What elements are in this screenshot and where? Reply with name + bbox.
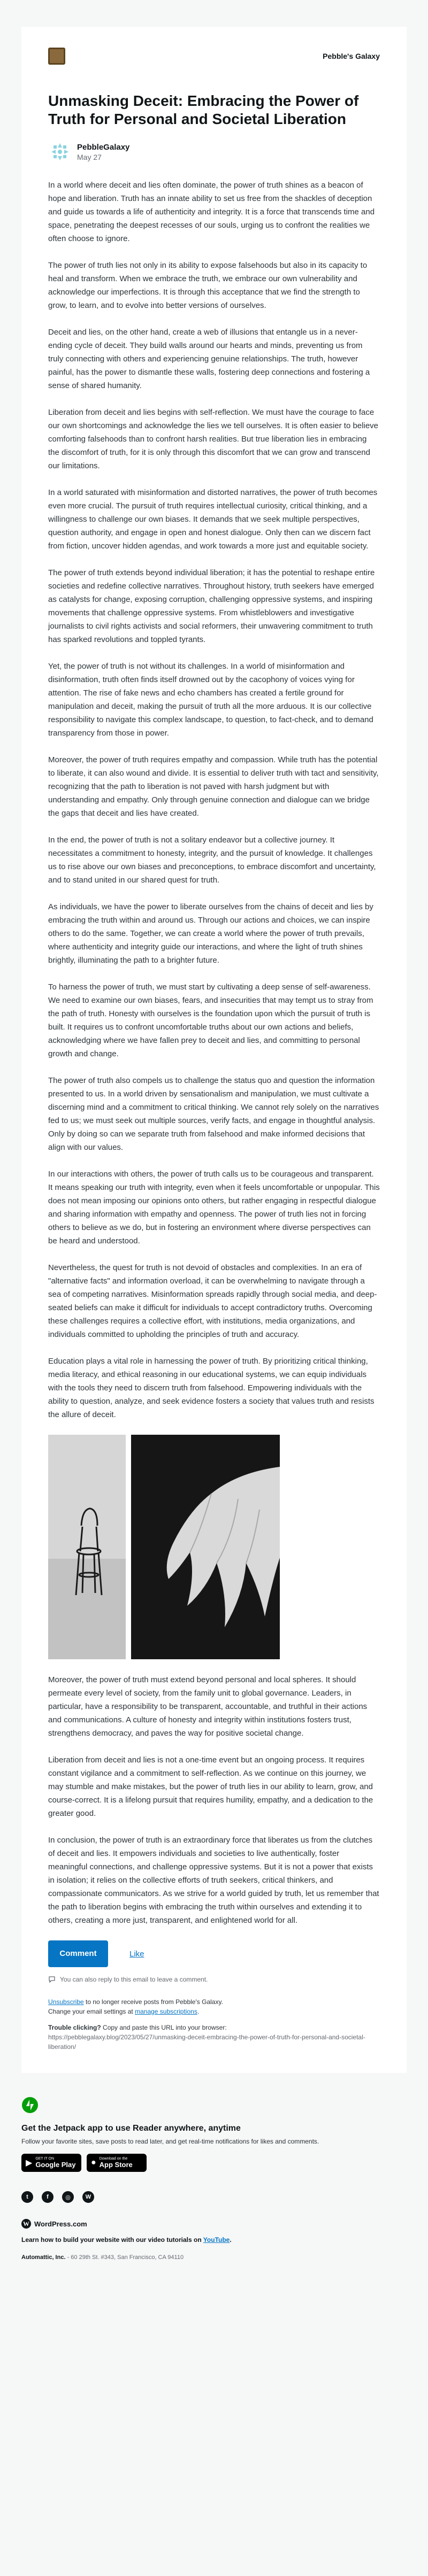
manage-subscriptions-link[interactable]: manage subscriptions [135,2008,197,2015]
learn-line [21,2236,407,2244]
paragraph: To harness the power of truth, we must start by cultivating a deep sense of self-awareness. We need to examine our own biases, fears, and insecurities that may tempt us to stray from the path of truth. Honesty with ourselves is the foundation upon which the pursuit of truth is built. It requires us to confront uncomfortable truths about our own actions and beliefs, acknowledging where we have fallen prey to deceit and lies, and committing to personal growth and change. [48,983,373,1058]
app-store-small: Download on the [99,2157,128,2161]
hands-photo[interactable] [131,1435,280,1659]
google-play-big: Google Play [35,2161,76,2169]
apple-icon: ● [91,2158,96,2167]
unsubscribe-link[interactable]: Unsubscribe [48,1998,84,2006]
post-images [48,1435,380,1659]
unsubscribe-line [48,1997,380,2007]
site-logo[interactable] [48,48,65,65]
youtube-link[interactable]: YouTube [203,2236,230,2244]
paragraph: Nevertheless, the quest for truth is not devoid of obstacles and complexities. In an era of "alternative facts" and information overload, it can be overwhelming to navigate through a sea of competing narratives. Misinformation spreads rapidly through social media, and deep-seated beliefs can make it difficult for individuals to accept contradictory truths. Overcoming these challenges requires a collective effort, with institutions, media organizations, and individuals committed to upholding the principles of truth and accuracy. [48,1263,377,1339]
paragraph: In conclusion, the power of truth is an extraordinary force that liberates us from the clutches of deceit and lies. It empowers individuals and societies to live authentically, foster meaningful connections, and challenge oppressive systems. But it is not a power that exists in isolation; it relies on the collective efforts of truth seekers, critical thinkers, and compassionate communicators. As we strive for a world guided by truth, let us remember that the path to liberation begins with embracing the truth within ourselves and extending it to others, creating a more just, transparent, and enlightened world for all. [48,1836,379,1925]
jetpack-description: Follow your favorite sites, save posts to read later, and get real-time notifications for likes and comments. [21,2138,319,2145]
jetpack-logo-icon[interactable] [21,2097,39,2114]
header [48,43,380,69]
settings-end: . [197,2008,200,2015]
wordpress-icon[interactable]: W [82,2191,94,2203]
author-block [48,140,380,164]
avatar [48,140,72,164]
author-meta [77,143,129,161]
avatar-identicon-icon [49,141,71,163]
unsubscribe-text: to no longer receive posts from Pebble's Galaxy. [83,1998,223,2006]
settings-line [48,2007,380,2016]
trouble-text: Copy and paste this URL into your browser: [101,2024,227,2031]
wordpress-label: WordPress.com [34,2219,87,2228]
company-info [21,2254,407,2261]
paragraph: Liberation from deceit and lies is not a one-time event but an ongoing process. It requires constant vigilance and a commitment to self-reflection. As we continue on this journey, we may stumble and make mistakes, but the power of truth lies in our ability to learn, grow, and course-correct. It is a lifelong pursuit that requires humility, empathy, and a dedication to the greater good. [48,1755,373,1818]
google-play-badge[interactable] [21,2154,81,2172]
site-name[interactable]: Pebble's Galaxy [323,52,380,60]
hands-illustration-icon [131,1435,280,1659]
app-store-badges [21,2154,407,2172]
wordpress-logo-icon: W [21,2219,31,2229]
google-play-icon: ▶ [26,2159,33,2168]
wordpress-brand[interactable] [21,2219,407,2229]
comment-button[interactable]: Comment [48,1940,108,1967]
paragraph: The power of truth also compels us to challenge the status quo and question the information presented to us. In a world driven by sensationalism and manipulation, we must cultivate a discerning mind and a commitment to critical thinking. We cannot rely solely on the narratives fed to us; we must seek out multiple sources, verify facts, and engage in thoughtful analysis. Only by doing so can we separate truth from falsehood and make informed decisions that align with our values. [48,1076,379,1152]
like-link[interactable]: Like [129,1949,144,1959]
comment-bubble-icon [48,1976,56,1983]
company-address: - 60 29th St. #343, San Francisco, CA 94110 [65,2254,184,2261]
paragraph: In the end, the power of truth is not a solitary endeavor but a collective journey. It necessitates a commitment to honesty, integrity, and the pursuit of knowledge. It challenges us to rise above our own biases and preconceptions, to embrace discomfort and uncertainty, and to stand united in our shared quest for truth. [48,836,376,885]
google-play-small: GET IT ON [35,2157,55,2161]
settings-text: Change your email settings at [48,2008,135,2015]
chair-photo[interactable] [48,1435,126,1659]
post-url[interactable]: https://pebblegalaxy.blog/2023/05/27/unmasking-deceit-embracing-the-power-of-truth-for-personal-and-societal-liberation/ [48,2033,365,2051]
chair-illustration-icon [48,1435,126,1659]
twitter-icon[interactable]: t [21,2191,33,2203]
post-title[interactable]: Unmasking Deceit: Embracing the Power of Truth for Personal and Societal Liberation [48,92,359,127]
learn-text: Learn how to build your website with our video tutorials on [21,2236,203,2244]
paragraph: In a world saturated with misinformation and distorted narratives, the power of truth becomes even more crucial. The pursuit of truth requires intellectual curiosity, critical thinking, and a willingness to challenge our own biases. It demands that we seek multiple perspectives, question authority, and engage in open and honest dialogue. Only then can we discern fact from fiction, uncover hidden agendas, and work towards a more just and equitable society. [48,488,378,551]
paragraph: In our interactions with others, the power of truth calls us to be courageous and transparent. It means speaking our truth with integrity, even when it feels uncomfortable or unpopular. This does not mean imposing our opinions onto others, but rather engaging in respectful dialogue and sharing information with empathy and openness. The power of truth lies not in forcing others to believe as we do, but in fostering an environment where diverse perspectives can be heard and understood. [48,1170,380,1246]
post-body [48,179,380,1927]
reply-note-text: You can also reply to this email to leave a comment. [60,1976,208,1983]
paragraph: Deceit and lies, on the other hand, create a web of illusions that entangle us in a never-ending cycle of deceit. They build walls around our hearts and minds, preventing us from truly connecting with others and experiencing genuine relationships. The truth, however painful, has the power to dismantle these walls, fostering deep connections and fostering a sense of shared humanity. [48,328,370,390]
paragraph: Education plays a vital role in harnessing the power of truth. By prioritizing critical thinking, media literacy, and ethical reasoning in our educational systems, we can equip individuals with the tools they need to discern truth from falsehood. Empowering individuals with the ability to question, analyze, and seek evidence fosters a society that values truth and resists the allure of deceit. [48,1357,374,1419]
footer [21,2073,407,2293]
paragraph: Liberation from deceit and lies begins with self-reflection. We must have the courage to face our own shortcomings and acknowledge the lies we tell ourselves. It is often easier to believe comforting falsehoods than to confront harsh realities. But true liberation lies in embracing the discomfort of truth, for it is only through this discomfort that we can grow and transcend our limitations. [48,408,378,470]
paragraph: In a world where deceit and lies often dominate, the power of truth shines as a beacon of hope and liberation. Truth has an innate ability to set us free from the shackles of deception and guide us towards a life of authenticity and integrity. It is a force that transcends time and space, penetrating the deepest recesses of our souls, urging us to confront the realities we often choose to ignore. [48,181,375,243]
company-name: Automattic, Inc. [21,2254,66,2261]
reply-note [48,1976,380,1983]
google-play-text [35,2157,75,2169]
app-store-badge[interactable] [87,2154,147,2172]
paragraph: Yet, the power of truth is not without its challenges. In a world of misinformation and disinformation, truth often finds itself drowned out by the cacophony of voices vying for attention. The rise of fake news and echo chambers has created a fertile ground for manipulation and deceit, making the pursuit of truth all the more arduous. It is our collective responsibility to navigate this complex landscape, to question, to fact-check, and to demand transparency from those in power. [48,662,373,738]
post-actions [48,1940,380,1967]
paragraph: The power of truth extends beyond individual liberation; it has the potential to reshape entire societies and redefine collective narratives. Throughout history, truth seekers have emerged as catalysts for change, exposing corruption, challenging oppressive systems, and inspiring movements that challenge oppressive systems. From whistleblowers and investigative journalists to civil rights activists and social reformers, their unwavering commitment to truth has sparked revolutions and toppled tyrants. [48,568,375,644]
app-store-big: App Store [99,2161,133,2169]
social-links [21,2191,407,2203]
paragraph: Moreover, the power of truth requires empathy and compassion. While truth has the potential to liberate, it can also wound and divide. It is essential to deliver truth with tact and sensitivity, recognizing that the path to liberation is not paved with harsh judgment but with understanding and empathy. Only through genuine connection and dialogue can we bridge the gaps that deceit and lies have created. [48,755,379,818]
app-store-text [100,2157,133,2169]
author-name[interactable]: PebbleGalaxy [77,142,130,152]
learn-end: . [230,2236,232,2244]
instagram-icon[interactable]: ◎ [62,2191,74,2203]
paragraph: The power of truth lies not only in its ability to expose falsehoods but also in its capacity to heal and transform. When we embrace the truth, we embrace our own vulnerability and acknowledge our imperfections. It is through this acceptance that we find the strength to grow, to learn, and to evolve into better versions of ourselves. [48,261,368,310]
facebook-icon[interactable]: f [42,2191,54,2203]
subscription-info [48,1997,380,2016]
post-date: May 27 [77,152,102,161]
jetpack-title: Get the Jetpack app to use Reader anywhere, anytime [21,2124,241,2133]
post-card [21,27,407,2073]
paragraph: Moreover, the power of truth must extend beyond personal and local spheres. It should permeate every level of society, from the family unit to global governance. Leaders, in particular, have a responsibility to be transparent, accountable, and truthful in their actions and communications. A culture of honesty and integrity within institutions fosters trust, strengthens democracy, and paves the way for positive societal change. [48,1675,368,1738]
trouble-label: Trouble clicking? [48,2024,101,2031]
paragraph: As individuals, we have the power to liberate ourselves from the chains of deceit and lies by embracing the truth within and around us. Through our actions and choices, we can inspire others to do the same. Together, we can create a world where the power of truth prevails, where authenticity and integrity guide our interactions, and where the light of truth shines brightly, illuminating the path to a brighter future. [48,902,373,965]
trouble-clicking [48,2023,380,2052]
